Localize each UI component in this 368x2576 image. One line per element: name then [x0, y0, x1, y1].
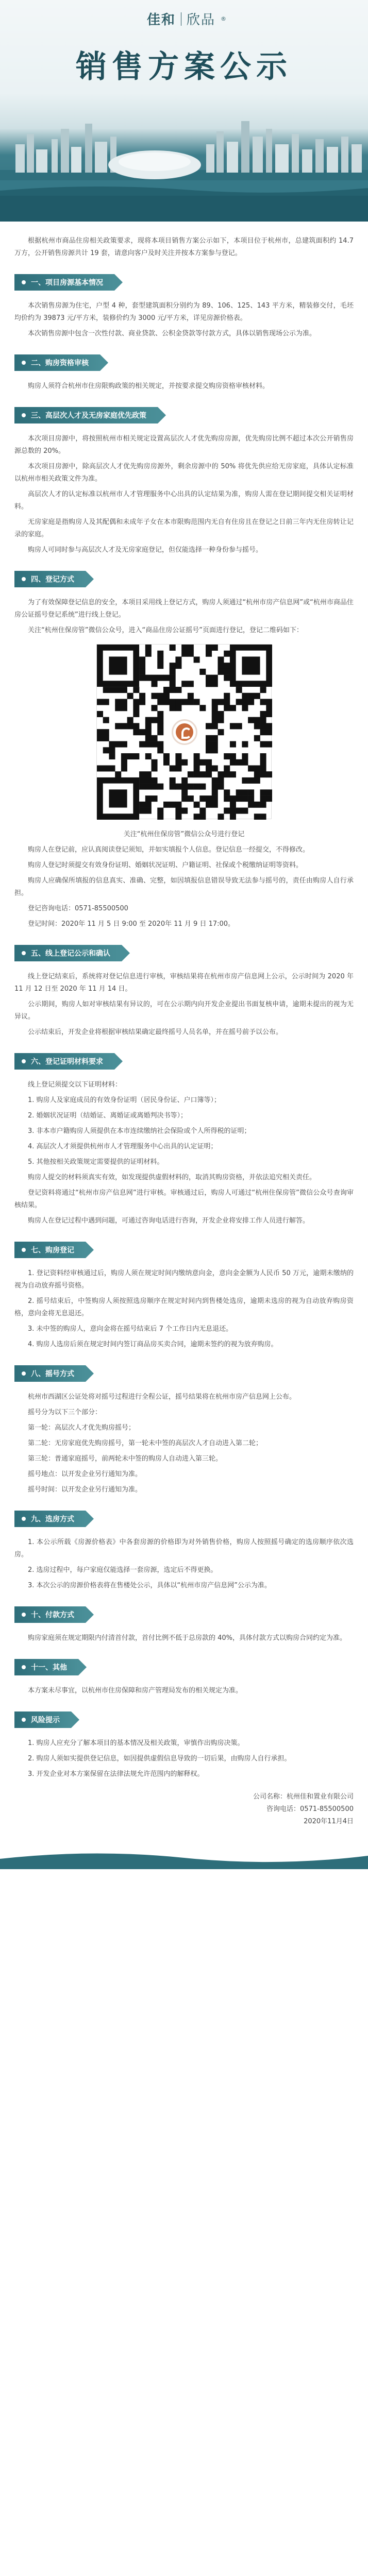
section-paragraph: 本次项目房源中，除高层次人才优先购房房源外，剩余房源中的 50% 将优先供应给无房家庭，具体认定标准以杭州市相关政策文件为准。: [14, 463, 354, 483]
section-paragraph: 5. 其他按相关政策规定需要提供的证明材料。: [28, 1158, 164, 1166]
section-paragraph: 摇号地点：以开发企业另行通知为准。: [28, 1470, 142, 1478]
section-paragraph: 公示期间，购房人如对审核结果有异议的，可在公示期内向开发企业提出书面复核申请，逾期未提出的视为无异议。: [14, 1001, 354, 1021]
section-paragraph: 购房人登记时须提交有效身份证明、婚姻状况证明、户籍证明、社保或个税缴纳证明等资料。: [28, 861, 303, 869]
bullet-dot-icon: [22, 577, 26, 581]
section-paragraph: 3. 未中签的购房人，意向金将在摇号结束后 7 个工作日内无息退还。: [28, 1325, 233, 1333]
section-paragraph: 购房人可同时参与高层次人才及无房家庭登记，但仅能选择一种身份参与摇号。: [28, 546, 263, 554]
bullet-dot-icon: [22, 413, 26, 417]
bullet-dot-icon: [22, 1248, 26, 1252]
bullet-dot-icon: [22, 1665, 26, 1669]
section-paragraph: 第二轮：无房家庭优先购房摇号，第一轮未中签的高层次人才自动进入第二轮；: [28, 1439, 263, 1447]
registration-qr-code[interactable]: [96, 644, 272, 819]
section-heading: 风险提示: [14, 1711, 71, 1728]
logo-registered-mark: ®: [221, 15, 227, 22]
section-heading: 六、登记证明材料要求: [14, 1053, 114, 1070]
section-paragraph: 1. 购房人及家庭成员的有效身份证明（居民身份证、户口簿等）；: [28, 1096, 221, 1104]
bullet-dot-icon: [22, 1613, 26, 1617]
section-heading: 四、登记方式: [14, 571, 86, 587]
section-materials: [14, 1042, 354, 1227]
section-heading: 一、项目房源基本情况: [14, 274, 114, 291]
section-paragraph: 购房人在登记过程中遇到问题，可通过咨询电话进行咨询，开发企业将安排工作人员进行解答。: [28, 1217, 310, 1225]
company-phone: 咨询电话：0571-85500500: [266, 1805, 354, 1813]
section-project-info: [14, 263, 354, 340]
bullet-dot-icon: [22, 1517, 26, 1521]
main-content: [0, 222, 368, 1849]
section-paragraph: 4. 高层次人才须提供杭州市人才管理服务中心出具的认定证明；: [28, 1143, 218, 1150]
section-risk-notice: [14, 1700, 354, 1781]
footer-wave-decoration: [0, 1849, 368, 1869]
section-paragraph: 3. 本次公示的房源价格表将在售楼处公示，具体以“杭州市房产信息网”公示为准。: [28, 1582, 272, 1589]
section-paragraph: 2. 选房过程中，每户家庭仅能选择一套房源，选定后不得更换。: [28, 1566, 218, 1574]
section-publicity: [14, 934, 354, 1039]
section-paragraph: 为了有效保障登记信息的安全，本项目采用线上登记方式，购房人须通过“杭州市房产信息网”或“杭州市商品住房公证摇号登记系统”进行线上登记。: [14, 599, 354, 619]
section-paragraph: 购房人提交的材料须真实有效，如发现提供虚假材料的，取消其购房资格，并依法追究相关责任。: [28, 1174, 316, 1181]
section-paragraph: 摇号时间：以开发企业另行通知为准。: [28, 1486, 142, 1494]
section-paragraph: 本次销售房源中包含一次性付款、商业贷款、公积金贷款等付款方式，具体以销售现场公示为准。: [28, 330, 316, 337]
logo-main-text: 佳和: [147, 12, 176, 28]
section-other: [14, 1648, 354, 1697]
section-registration-method: [14, 560, 354, 930]
section-paragraph: 关注“杭州住保房管”微信公众号，进入“商品住房公证摇号”页面进行登记，登记二维码如下：: [28, 626, 303, 634]
bullet-dot-icon: [22, 280, 26, 284]
signature-block: [14, 1791, 354, 1828]
bullet-dot-icon: [22, 1718, 26, 1722]
section-paragraph: 2. 购房人须如实提供登记信息，如因提供虚假信息导致的一切后果，由购房人自行承担。: [28, 1755, 291, 1762]
section-payment: [14, 1595, 354, 1645]
section-heading: 二、购房资格审核: [14, 354, 100, 371]
section-heading: 十、付款方式: [14, 1606, 86, 1623]
consult-phone: 登记咨询电话：0571-85500500: [28, 905, 128, 912]
section-paragraph: 本方案未尽事宜，以杭州市住房保障和房产管理局发布的相关规定为准。: [28, 1687, 243, 1694]
section-paragraph: 高层次人才的认定标准以杭州市人才管理服务中心出具的认定结果为准，购房人需在登记期间提交相关证明材料。: [14, 490, 354, 511]
section-paragraph: 本次销售房源为住宅，户型 4 种，套型建筑面积分别约为 89、106、125、143 平方米，精装修交付，毛坯均价约为 39873 元/平方米，装修价约为 3000 元/平方米，详见房源价格表。: [14, 302, 354, 322]
section-paragraph: 购房人应确保所填报的信息真实、准确、完整，如因填报信息错误导致无法参与摇号的，责任由购房人自行承担。: [14, 877, 354, 897]
section-heading: 十一、其他: [14, 1659, 78, 1675]
section-heading: 三、高层次人才及无房家庭优先政策: [14, 407, 158, 423]
section-paragraph: 杭州市西湖区公证处将对摇号过程进行全程公证，摇号结果将在杭州市房产信息网上公布。: [28, 1393, 296, 1401]
section-paragraph: 3. 非本市户籍购房人须提供在本市连续缴纳社会保险或个人所得税的证明；: [28, 1127, 251, 1135]
section-paragraph: 线上登记结束后，系统将对登记信息进行审核，审核结果将在杭州市房产信息网上公示，公示时间为 2020 年 11 月 12 日至 2020 年 11 月 14 日。: [14, 973, 354, 993]
page-title: 销售方案公示: [76, 49, 292, 85]
section-paragraph: 无房家庭是指购房人及其配偶和未成年子女在本市限购范围内无自有住房且在登记之日前三年内无住房转让记录的家庭。: [14, 518, 354, 538]
section-paragraph: 3. 开发企业对本方案保留在法律法规允许范围内的解释权。: [28, 1770, 204, 1778]
section-paragraph: 2. 摇号结束后，中签购房人须按照选房顺序在规定时间内到售楼处选房，逾期未选房的视为自动放弃购房资格，意向金将无息退还。: [14, 1297, 354, 1317]
bullet-dot-icon: [22, 361, 26, 365]
section-paragraph: 1. 购房人应充分了解本项目的基本情况及相关政策，审慎作出购房决策。: [28, 1739, 244, 1747]
section-purchase-registration: [14, 1230, 354, 1351]
section-paragraph: 2. 婚姻状况证明（结婚证、离婚证或离婚判决书等）；: [28, 1112, 188, 1120]
section-paragraph: 购房家庭须在规定期限内付清首付款，首付比例不低于总房款的 40%，具体付款方式以购房合同约定为准。: [28, 1634, 347, 1642]
section-paragraph: 登记资料将通过“杭州市房产信息网”进行审核。审核通过后，购房人可通过“杭州住保房管”微信公众号查询审核结果。: [14, 1189, 354, 1209]
section-heading: 八、摇号方式: [14, 1365, 86, 1382]
qr-center-logo-icon: [172, 719, 197, 745]
bullet-dot-icon: [22, 951, 26, 955]
registration-time: 登记时间：2020年 11 月 5 日 9:00 至 2020年 11 月 9 日 17:00。: [28, 920, 235, 928]
section-paragraph: 摇号分为以下三个部分：: [28, 1409, 102, 1416]
bullet-dot-icon: [22, 1059, 26, 1063]
section-paragraph: 第一轮：高层次人才优先购房摇号；: [28, 1424, 136, 1432]
section-paragraph: 第三轮：普通家庭摇号，前两轮未中签的购房人自动进入第三轮。: [28, 1455, 223, 1463]
company-name: 公司名称：杭州佳和置业有限公司: [253, 1793, 354, 1801]
section-heading: 五、线上登记公示和确认: [14, 945, 122, 961]
section-selection-method: [14, 1499, 354, 1592]
section-paragraph: 1. 登记资料经审核通过后，购房人须在规定时间内缴纳意向金，意向金金额为人民币 50 万元，逾期未缴纳的视为自动放弃摇号资格。: [14, 1269, 354, 1290]
section-eligibility: [14, 343, 354, 393]
section-paragraph: 购房人在登记前，应认真阅读登记须知，并如实填报个人信息。登记信息一经提交，不得修改。: [28, 846, 310, 854]
bullet-dot-icon: [22, 1371, 26, 1376]
section-paragraph: 线上登记须提交以下证明材料：: [28, 1081, 122, 1089]
section-paragraph: 4. 购房人选房后须在规定时间内签订商品房买卖合同，逾期未签约的视为放弃购房。: [28, 1341, 278, 1348]
section-heading: 九、选房方式: [14, 1511, 86, 1527]
section-lottery-method: [14, 1354, 354, 1496]
section-paragraph: 公示结束后，开发企业将根据审核结果确定最终摇号人员名单，并在摇号前予以公布。: [28, 1028, 283, 1036]
brand-logo: [147, 9, 226, 28]
intro-paragraph: 根据杭州市商品住房相关政策要求，现将本项目销售方案公示如下，本项目位于杭州市，总建筑面积约 14.7 万方，公开销售房源共计 19 套，请意向客户及时关注并按本方案参与登记。: [14, 237, 354, 257]
section-heading: 七、购房登记: [14, 1242, 86, 1258]
qr-code-container: [14, 644, 354, 819]
banner: [0, 0, 368, 222]
logo-sub-text: 欣品: [187, 12, 216, 28]
section-paragraph: 本次项目房源中，将按照杭州市相关规定设置高层次人才优先购房房源，优先购房比例不超过本次公开销售房源总数的 20%。: [14, 435, 354, 455]
section-paragraph: 1. 本公示所载《房源价格表》中各套房源的价格即为对外销售价格，购房人按照摇号确定的选房顺序依次选房。: [14, 1538, 354, 1558]
city-skyline-illustration: [0, 93, 368, 222]
qr-caption: 关注“杭州住保房管”微信公众号进行登记: [123, 831, 245, 838]
section-priority-policy: [14, 396, 354, 556]
section-paragraph: 购房人须符合杭州市住房限购政策的相关规定，并按要求提交购房资格审核材料。: [28, 382, 270, 390]
signature-date: 2020年11月4日: [304, 1818, 354, 1825]
